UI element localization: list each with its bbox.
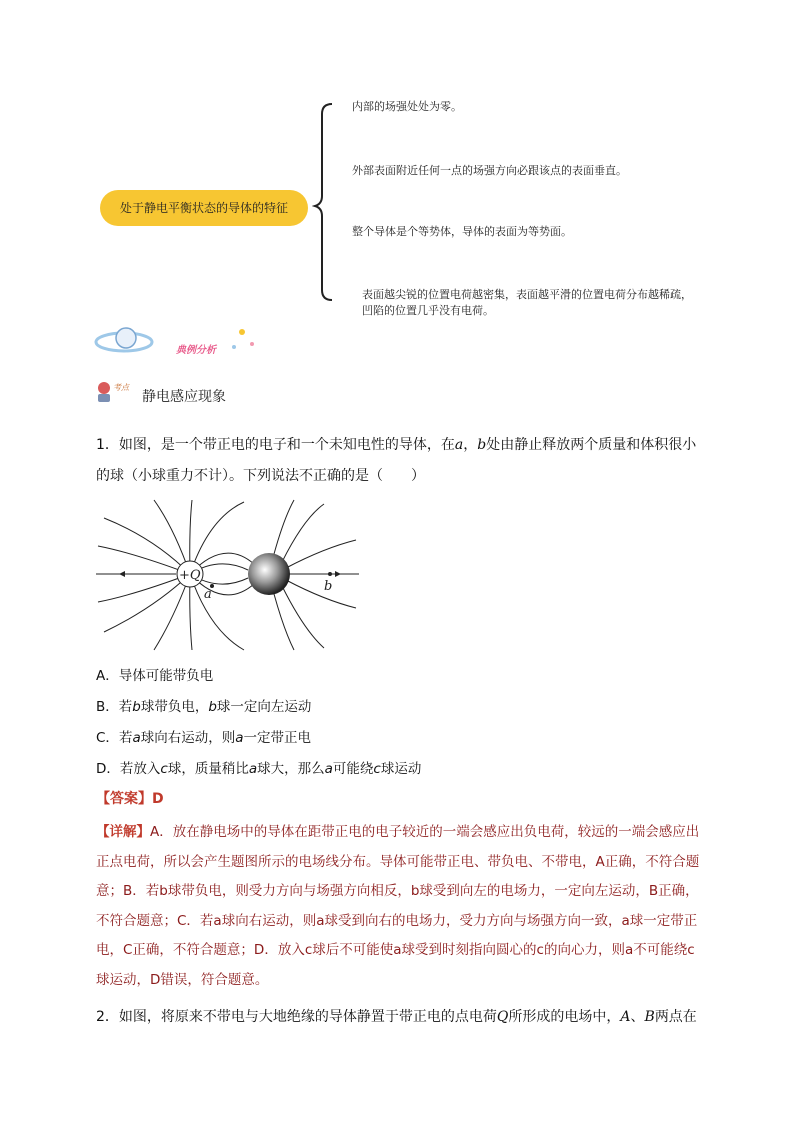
detail-text: A．放在静电场中的导体在距带正电的电子较近的一端会感应出负电荷，较远的一端会感应出正点电荷，所以会产生题图所示的电场线分布。导体可能带正电、带负电、不带电，A正确，不符合题意；B．若b球带负电，则受力方向与场强方向相反，b球受到向左的电场力，一定向左运动，B正确，不符合题意；C．若a球向右运动，则a球受到向右的电场力，受力方向与场强方向一致，a球一定带正电，C正确，不符合题意；D．放入c球后不可能使a球受到时刻指向圆心的c的向心力，则a不可能绕c球运动，D错误，符合题意。 [96,824,700,988]
feature-1: 内部的场强处处为零。 [352,100,462,113]
mindmap-center-label: 处于静电平衡状态的导体的特征 [119,201,288,215]
detail-explanation [96,818,700,995]
option-b: B．若b球带负电，b球一定向左运动 [96,699,312,715]
planet-banner-icon [94,322,264,362]
point-b-label: b [324,579,333,594]
knowledge-point-icon [96,378,130,408]
option-d: D．若放入c球，质量稍比a球大，那么a可能绕c球运动 [96,761,422,777]
electric-field-figure [94,498,364,653]
option-a: A．导体可能带负电 [96,668,214,684]
knowledge-point-icon-text: 考点 [113,383,129,392]
answer-label: 【答案】 [96,791,152,807]
charge-label: +Q [179,568,201,583]
feature-2: 外部表面附近任何一点的场强方向必跟该点的表面垂直。 [352,164,627,177]
feature-4: 表面越尖锐的位置电荷越密集，表面越平滑的位置电荷分布越稀疏，凹陷的位置几乎没有电荷。 [362,288,692,317]
q1-line1: 1．如图，是一个带正电的电子和一个未知电性的导体，在 [96,437,455,453]
q1-var-a: a [454,437,464,453]
option-c: C．若a球向右运动，则a一定带正电 [96,730,311,746]
answer-line [96,788,164,808]
detail-label: 【详解】 [96,824,150,840]
point-a-label: a [204,587,212,602]
curly-brace [312,100,336,304]
feature-3: 整个导体是个等势体，导体的表面为等势面。 [352,225,572,238]
question-1-stem [96,430,706,492]
q1-line1-end: 处由静止释放两个质量和体积很小 [486,437,697,453]
q1-sep: ， [463,437,478,453]
q1-var-b: b [477,437,487,453]
answer-value: D [152,791,164,807]
banner-label: 典例分析 [176,345,216,356]
knowledge-point-title: 静电感应现象 [142,389,226,405]
question-2-stem: 2．如图，将原来不带电与大地绝缘的导体静置于带正电的点电荷Q所形成的电场中，A、B两点在 [96,1009,697,1025]
mindmap-center-node [100,190,308,226]
q1-line2: 的球（小球重力不计）。下列说法不正确的是（ ） [96,468,425,484]
